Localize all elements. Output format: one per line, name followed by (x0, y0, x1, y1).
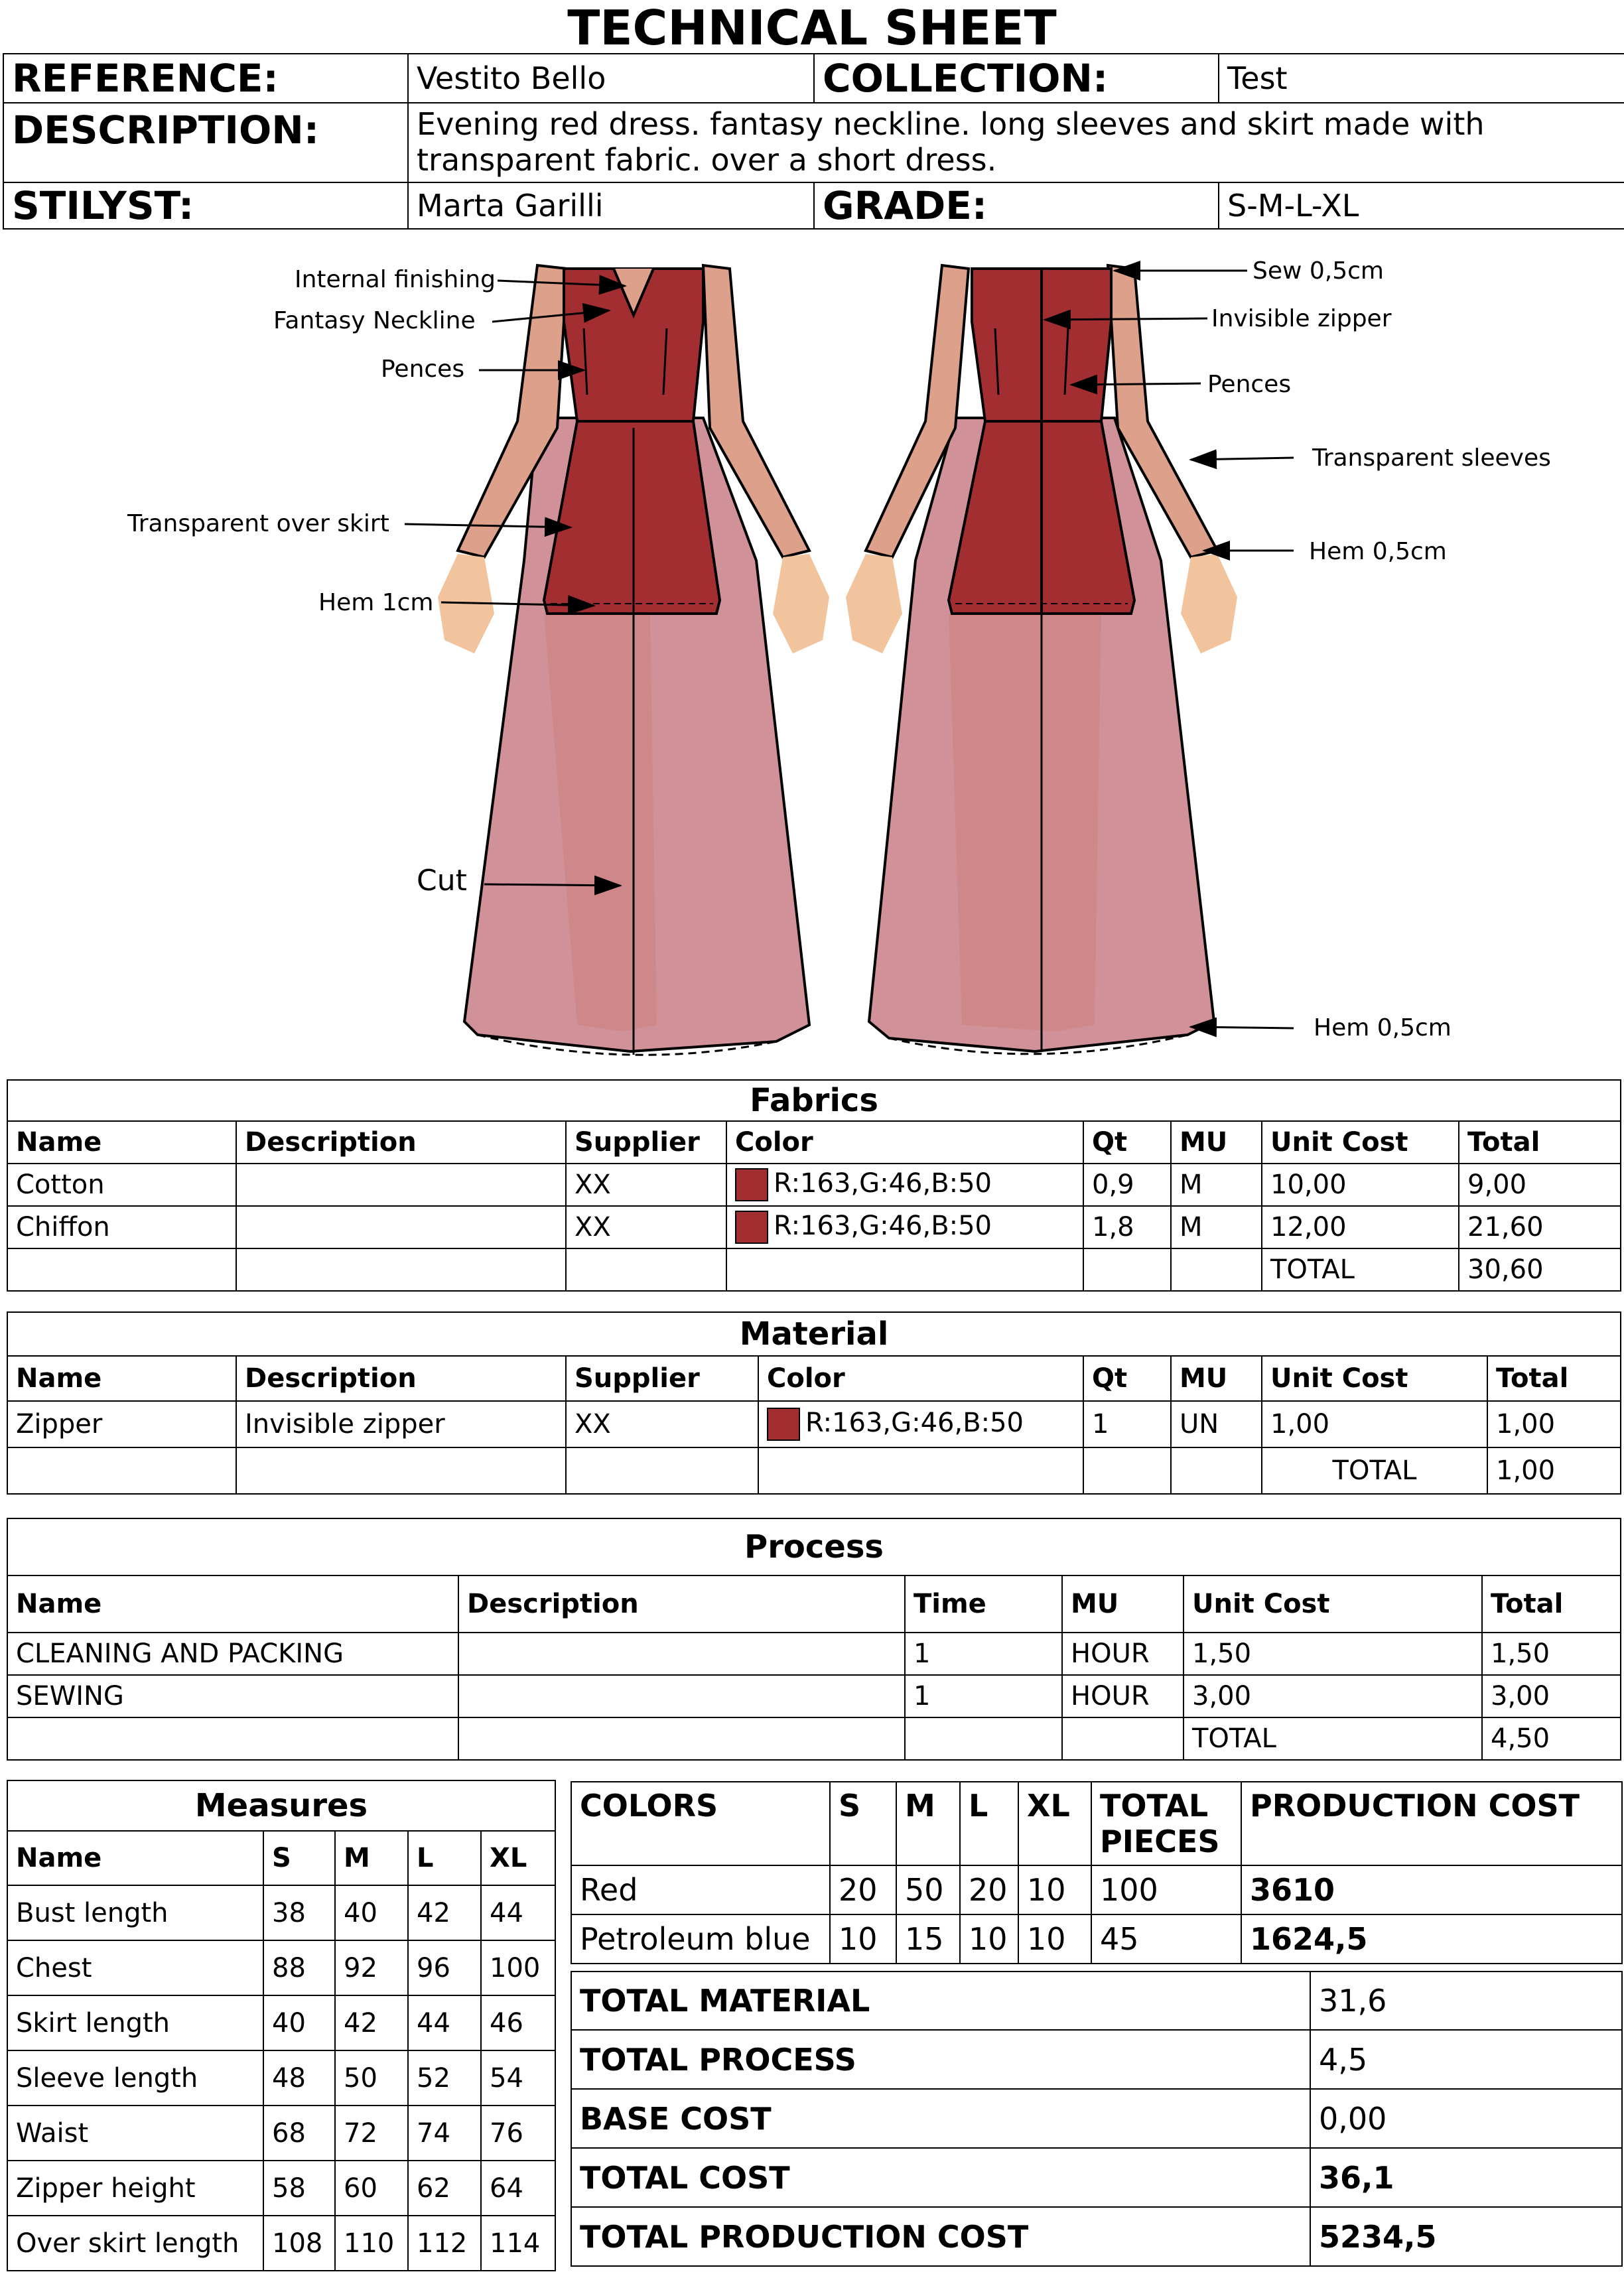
table-cell: 108 (263, 2216, 335, 2271)
table-row (7, 1164, 1621, 1206)
summary-row (571, 2148, 1622, 2207)
cost-summary-table (571, 1971, 1623, 2267)
summary-label: TOTAL COST (571, 2148, 1310, 2207)
table-cell: 42 (335, 1995, 408, 2050)
table-cell (458, 1675, 905, 1717)
table-row (7, 1675, 1621, 1717)
table-cell: 52 (408, 2050, 481, 2106)
table-row (7, 1401, 1621, 1447)
table-cell: Sleeve length (7, 2050, 263, 2106)
fabrics-total-value: 30,60 (1459, 1248, 1621, 1291)
color-value: R:163,G:46,B:50 (774, 1211, 992, 1241)
table-cell: 3,00 (1184, 1675, 1482, 1717)
table-cell: XX (566, 1401, 758, 1447)
material-table (7, 1311, 1621, 1495)
table-cell: 74 (408, 2106, 481, 2161)
table-row (7, 1206, 1621, 1248)
summary-value: 4,5 (1310, 2030, 1622, 2089)
table-cell: 9,00 (1459, 1164, 1621, 1206)
table-cell: Chest (7, 1940, 263, 1995)
table-cell: 100 (1091, 1865, 1241, 1914)
table-cell: 10 (1018, 1865, 1091, 1914)
table-cell: SEWING (7, 1675, 458, 1717)
front-right-hand (773, 554, 829, 653)
color-cell (726, 1164, 1083, 1206)
annotation-pences-front: Pences (381, 356, 465, 383)
process-header-description: Description (458, 1575, 905, 1633)
production-header-s: S (830, 1782, 896, 1865)
fabrics-title: Fabrics (7, 1080, 1621, 1121)
production-header-l: L (960, 1782, 1018, 1865)
table-row (571, 1914, 1622, 1964)
annotation-invisible-zipper: Invisible zipper (1211, 305, 1392, 332)
table-cell: 54 (481, 2050, 555, 2106)
production-header-xl: XL (1018, 1782, 1091, 1865)
stylist-label: STILYST: (3, 182, 408, 229)
summary-value: 36,1 (1310, 2148, 1622, 2207)
table-cell: M (1171, 1206, 1262, 1248)
production-header-colors: COLORS (571, 1782, 830, 1865)
total-row (7, 1248, 1621, 1291)
table-cell: M (1171, 1164, 1262, 1206)
production-header-total-pieces: TOTAL PIECES (1091, 1782, 1241, 1865)
table-cell: XX (566, 1206, 726, 1248)
table-cell: 45 (1091, 1914, 1241, 1964)
color-cell (758, 1401, 1083, 1447)
process-title: Process (7, 1518, 1621, 1575)
fabrics-header-unit-cost: Unit Cost (1262, 1121, 1459, 1164)
table-cell: Zipper (7, 1401, 236, 1447)
table-cell: Cotton (7, 1164, 236, 1206)
table-cell: 21,60 (1459, 1206, 1621, 1248)
fabrics-header-mu: MU (1171, 1121, 1262, 1164)
table-cell: 50 (335, 2050, 408, 2106)
page-title: TECHNICAL SHEET (567, 0, 1057, 56)
table-row (7, 2050, 555, 2106)
table-cell: 62 (408, 2161, 481, 2216)
table-cell: 1624,5 (1241, 1914, 1622, 1964)
table-cell: 92 (335, 1940, 408, 1995)
table-cell: 20 (830, 1865, 896, 1914)
front-view-sketch (405, 265, 829, 1055)
dress-technical-sketch (0, 229, 1624, 1071)
table-cell: 1,50 (1184, 1633, 1482, 1675)
process-header-time: Time (905, 1575, 1062, 1633)
production-header-production-cost: PRODUCTION COST (1241, 1782, 1622, 1865)
annotation-transparent-over-skirt: Transparent over skirt (127, 510, 389, 537)
table-cell: UN (1171, 1401, 1262, 1447)
table-cell (458, 1633, 905, 1675)
table-cell: 72 (335, 2106, 408, 2161)
back-left-hand (846, 554, 902, 653)
table-cell: 1 (905, 1675, 1062, 1717)
table-cell: 96 (408, 1940, 481, 1995)
table-cell: 60 (335, 2161, 408, 2216)
process-header-total: Total (1482, 1575, 1621, 1633)
summary-label: TOTAL PROCESS (571, 2030, 1310, 2089)
annotation-hem-05cm-sleeve: Hem 0,5cm (1309, 538, 1447, 565)
back-right-hand (1181, 554, 1237, 653)
material-title: Material (7, 1312, 1621, 1356)
table-row (571, 1865, 1622, 1914)
table-cell: 1,8 (1083, 1206, 1171, 1248)
summary-label: TOTAL MATERIAL (571, 1972, 1310, 2030)
fabrics-header-supplier: Supplier (566, 1121, 726, 1164)
table-cell: 10 (960, 1914, 1018, 1964)
summary-row (571, 1972, 1622, 2030)
grade-label: GRADE: (814, 182, 1219, 229)
material-total-label: TOTAL (1262, 1447, 1487, 1494)
grade-value: S-M-L-XL (1219, 182, 1624, 229)
table-cell (236, 1206, 566, 1248)
table-row (7, 2216, 555, 2271)
fabrics-table (7, 1079, 1621, 1292)
summary-value: 0,00 (1310, 2089, 1622, 2148)
measures-header-name: Name (7, 1831, 263, 1885)
summary-label: TOTAL PRODUCTION COST (571, 2207, 1310, 2266)
table-cell: 76 (481, 2106, 555, 2161)
table-cell: 0,9 (1083, 1164, 1171, 1206)
annotation-cut: Cut (417, 864, 467, 898)
table-cell: 44 (408, 1995, 481, 2050)
table-cell: Red (571, 1865, 830, 1914)
annotation-hem-05cm-skirt: Hem 0,5cm (1314, 1014, 1452, 1041)
table-row (7, 1940, 555, 1995)
reference-value: Vestito Bello (408, 54, 814, 103)
production-header-m: M (896, 1782, 960, 1865)
material-header-name: Name (7, 1356, 236, 1401)
table-cell: 100 (481, 1940, 555, 1995)
color-cell (726, 1206, 1083, 1248)
table-cell: Petroleum blue (571, 1914, 830, 1964)
summary-row (571, 2030, 1622, 2089)
table-cell: HOUR (1062, 1633, 1184, 1675)
measures-header-l: L (408, 1831, 481, 1885)
annotation-pences-back: Pences (1207, 371, 1292, 398)
color-value: R:163,G:46,B:50 (774, 1168, 992, 1199)
table-cell: Bust length (7, 1885, 263, 1940)
table-cell: 1,00 (1262, 1401, 1487, 1447)
table-cell: Zipper height (7, 2161, 263, 2216)
table-cell: 44 (481, 1885, 555, 1940)
table-cell: 3610 (1241, 1865, 1622, 1914)
table-cell: 15 (896, 1914, 960, 1964)
table-cell: 1 (905, 1633, 1062, 1675)
table-cell: 58 (263, 2161, 335, 2216)
description-label: DESCRIPTION: (3, 103, 408, 182)
total-row (7, 1717, 1621, 1760)
summary-row (571, 2089, 1622, 2148)
annotation-sew-05cm: Sew 0,5cm (1252, 257, 1384, 285)
table-cell: 10 (1018, 1914, 1091, 1964)
table-cell: CLEANING AND PACKING (7, 1633, 458, 1675)
table-cell: 40 (263, 1995, 335, 2050)
table-cell: Skirt length (7, 1995, 263, 2050)
process-header-name: Name (7, 1575, 458, 1633)
annotation-fantasy-neckline: Fantasy Neckline (273, 307, 476, 334)
total-row (7, 1447, 1621, 1494)
table-cell: 1,50 (1482, 1633, 1621, 1675)
color-swatch (735, 1211, 768, 1244)
fabrics-header-name: Name (7, 1121, 236, 1164)
table-cell: HOUR (1062, 1675, 1184, 1717)
table-row (7, 2161, 555, 2216)
measures-header-xl: XL (481, 1831, 555, 1885)
table-cell: 40 (335, 1885, 408, 1940)
table-cell: 10 (830, 1914, 896, 1964)
color-swatch (767, 1408, 800, 1441)
measures-title: Measures (7, 1780, 555, 1831)
collection-label: COLLECTION: (814, 54, 1219, 103)
process-header-mu: MU (1062, 1575, 1184, 1633)
production-table (571, 1781, 1623, 1964)
measures-header-s: S (263, 1831, 335, 1885)
measures-table (7, 1780, 556, 2271)
table-cell: 46 (481, 1995, 555, 2050)
stylist-value: Marta Garilli (408, 182, 814, 229)
table-cell: 48 (263, 2050, 335, 2106)
summary-row (571, 2207, 1622, 2266)
table-cell: 112 (408, 2216, 481, 2271)
material-total-value: 1,00 (1487, 1447, 1621, 1494)
process-table (7, 1518, 1621, 1761)
table-cell: 1,00 (1487, 1401, 1621, 1447)
table-cell: 12,00 (1262, 1206, 1459, 1248)
material-header-description: Description (236, 1356, 566, 1401)
process-header-unit-cost: Unit Cost (1184, 1575, 1482, 1633)
table-row (7, 2106, 555, 2161)
fabrics-header-description: Description (236, 1121, 566, 1164)
material-header-color: Color (758, 1356, 1083, 1401)
table-cell: 10,00 (1262, 1164, 1459, 1206)
table-row (7, 1885, 555, 1940)
table-cell: 88 (263, 1940, 335, 1995)
annotation-transparent-sleeves: Transparent sleeves (1312, 444, 1551, 472)
fabrics-total-label: TOTAL (1262, 1248, 1459, 1291)
color-swatch (735, 1168, 768, 1201)
table-cell: 114 (481, 2216, 555, 2271)
table-row (7, 1633, 1621, 1675)
summary-value: 31,6 (1310, 1972, 1622, 2030)
table-cell: 20 (960, 1865, 1018, 1914)
table-cell: XX (566, 1164, 726, 1206)
material-header-unit-cost: Unit Cost (1262, 1356, 1487, 1401)
table-cell (236, 1164, 566, 1206)
process-total-value: 4,50 (1482, 1717, 1621, 1760)
fabrics-header-total: Total (1459, 1121, 1621, 1164)
annotation-hem-1cm: Hem 1cm (318, 589, 434, 616)
material-header-supplier: Supplier (566, 1356, 758, 1401)
fabrics-header-qt: Qt (1083, 1121, 1171, 1164)
table-cell: 1 (1083, 1401, 1171, 1447)
process-total-label: TOTAL (1184, 1717, 1482, 1760)
material-header-total: Total (1487, 1356, 1621, 1401)
collection-value: Test (1219, 54, 1624, 103)
table-cell: Invisible zipper (236, 1401, 566, 1447)
material-header-qt: Qt (1083, 1356, 1171, 1401)
fabrics-header-color: Color (726, 1121, 1083, 1164)
table-cell: 68 (263, 2106, 335, 2161)
table-cell: 110 (335, 2216, 408, 2271)
reference-label: REFERENCE: (3, 54, 408, 103)
table-cell: 3,00 (1482, 1675, 1621, 1717)
summary-value: 5234,5 (1310, 2207, 1622, 2266)
table-cell: 50 (896, 1865, 960, 1914)
table-cell: Chiffon (7, 1206, 236, 1248)
material-header-mu: MU (1171, 1356, 1262, 1401)
header-table (3, 53, 1624, 230)
description-value: Evening red dress. fantasy neckline. long sleeves and skirt made with transparent fabric. over a short dress. (408, 103, 1624, 182)
color-value: R:163,G:46,B:50 (805, 1408, 1024, 1438)
table-row (7, 1995, 555, 2050)
summary-label: BASE COST (571, 2089, 1310, 2148)
table-cell: Waist (7, 2106, 263, 2161)
table-cell: 64 (481, 2161, 555, 2216)
annotation-internal-finishing: Internal finishing (295, 266, 496, 293)
table-cell: 42 (408, 1885, 481, 1940)
table-cell: 38 (263, 1885, 335, 1940)
measures-header-m: M (335, 1831, 408, 1885)
table-cell: Over skirt length (7, 2216, 263, 2271)
